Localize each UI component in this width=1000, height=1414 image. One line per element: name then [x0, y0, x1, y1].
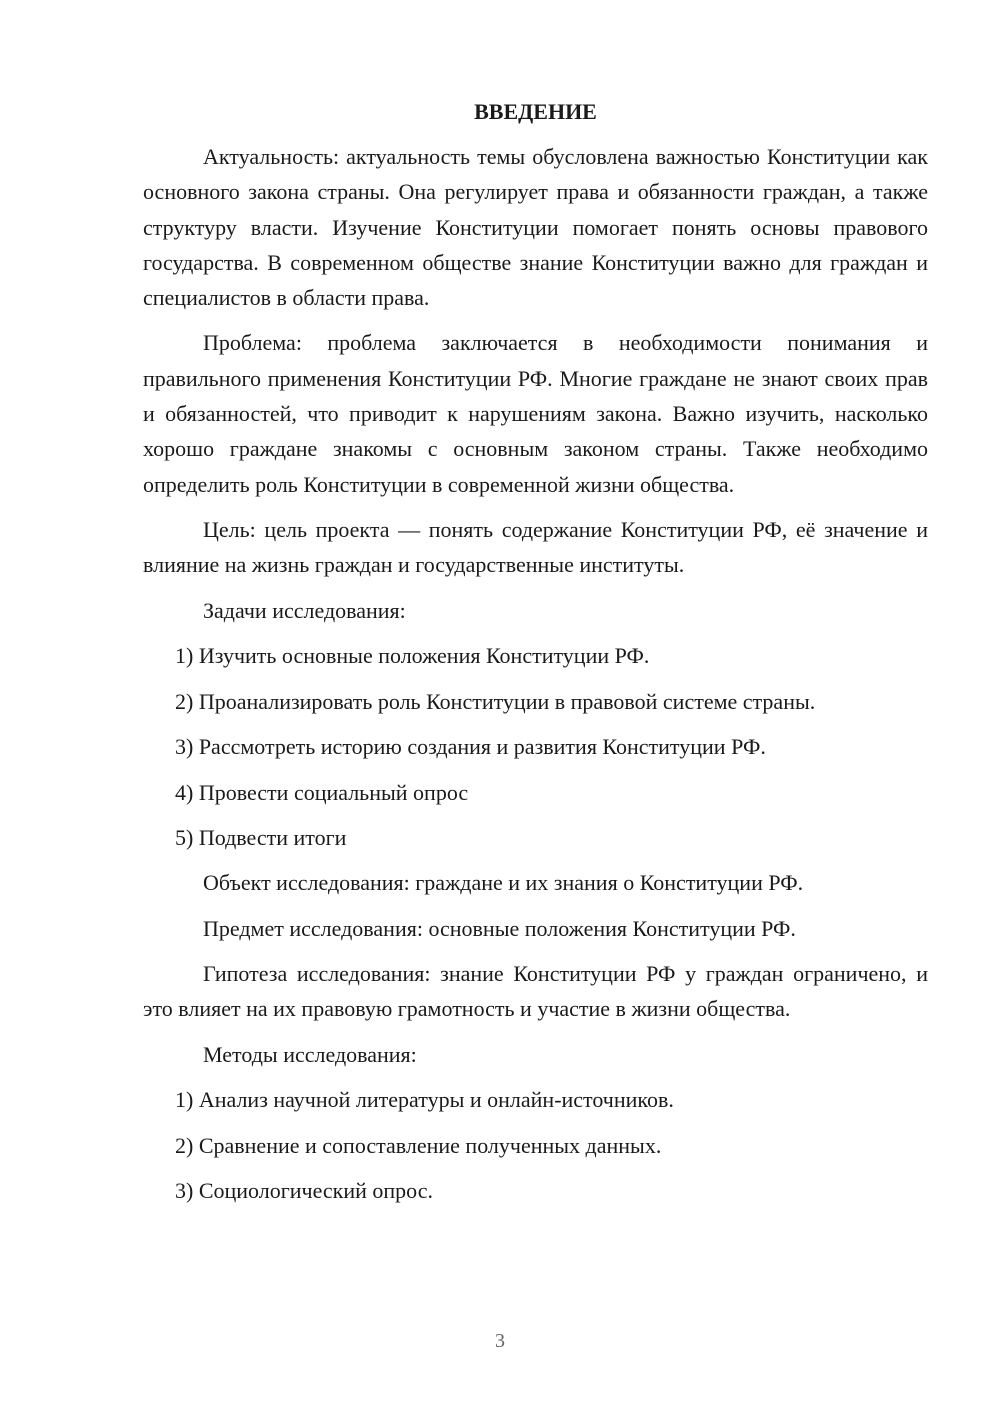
task-item-4: 4) Провести социальный опрос — [175, 779, 469, 805]
document-page — [143, 92, 928, 1208]
methods-heading: Методы исследования: — [203, 1041, 417, 1067]
paragraph-object: Объект исследования: граждане и их знания о Конституции РФ. — [203, 870, 804, 896]
method-item-3: 3) Социологический опрос. — [175, 1178, 433, 1204]
paragraph-goal: Цель: цель проекта — понять содержание Конституции РФ, её значение и влияние на жизнь граждан и государственные институты. — [143, 516, 928, 578]
method-item-2: 2) Сравнение и сопоставление полученных данных. — [175, 1132, 662, 1158]
paragraph-problem: Проблема: проблема заключается в необходимости понимания и правильного применения Конституции РФ. Многие граждане не знают своих прав и обязанностей, что приводит к нарушениям закона. Важно изучить, насколько хорошо граждане знакомы с основным законом страны. Также необходимо определить роль Конституции в современной жизни общества. — [143, 330, 928, 497]
task-item-3: 3) Рассмотреть историю создания и развития Конституции РФ. — [175, 734, 766, 760]
paragraph-hypothesis: Гипотеза исследования: знание Конституции РФ у граждан ограничено, и это влияет на их правовую грамотность и участие в жизни общества. — [143, 960, 928, 1022]
method-item-1: 1) Анализ научной литературы и онлайн-источников. — [175, 1087, 674, 1113]
task-item-2: 2) Проанализировать роль Конституции в правовой системе страны. — [175, 688, 816, 714]
page-number: 3 — [495, 1330, 505, 1352]
page-title: ВВЕДЕНИЕ — [474, 99, 597, 124]
tasks-heading: Задачи исследования: — [203, 597, 406, 623]
task-item-1: 1) Изучить основные положения Конституции РФ. — [175, 643, 650, 669]
paragraph-relevance: Актуальность: актуальность темы обусловлена важностью Конституции как основного закона страны. Она регулирует права и обязанности граждан, а также структуру власти. Изучение Конституции помогает понять основы правового государства. В современном обществе знание Конституции важно для граждан и специалистов в области права. — [143, 144, 928, 311]
paragraph-subject: Предмет исследования: основные положения Конституции РФ. — [203, 915, 796, 941]
task-item-5: 5) Подвести итоги — [175, 825, 347, 851]
